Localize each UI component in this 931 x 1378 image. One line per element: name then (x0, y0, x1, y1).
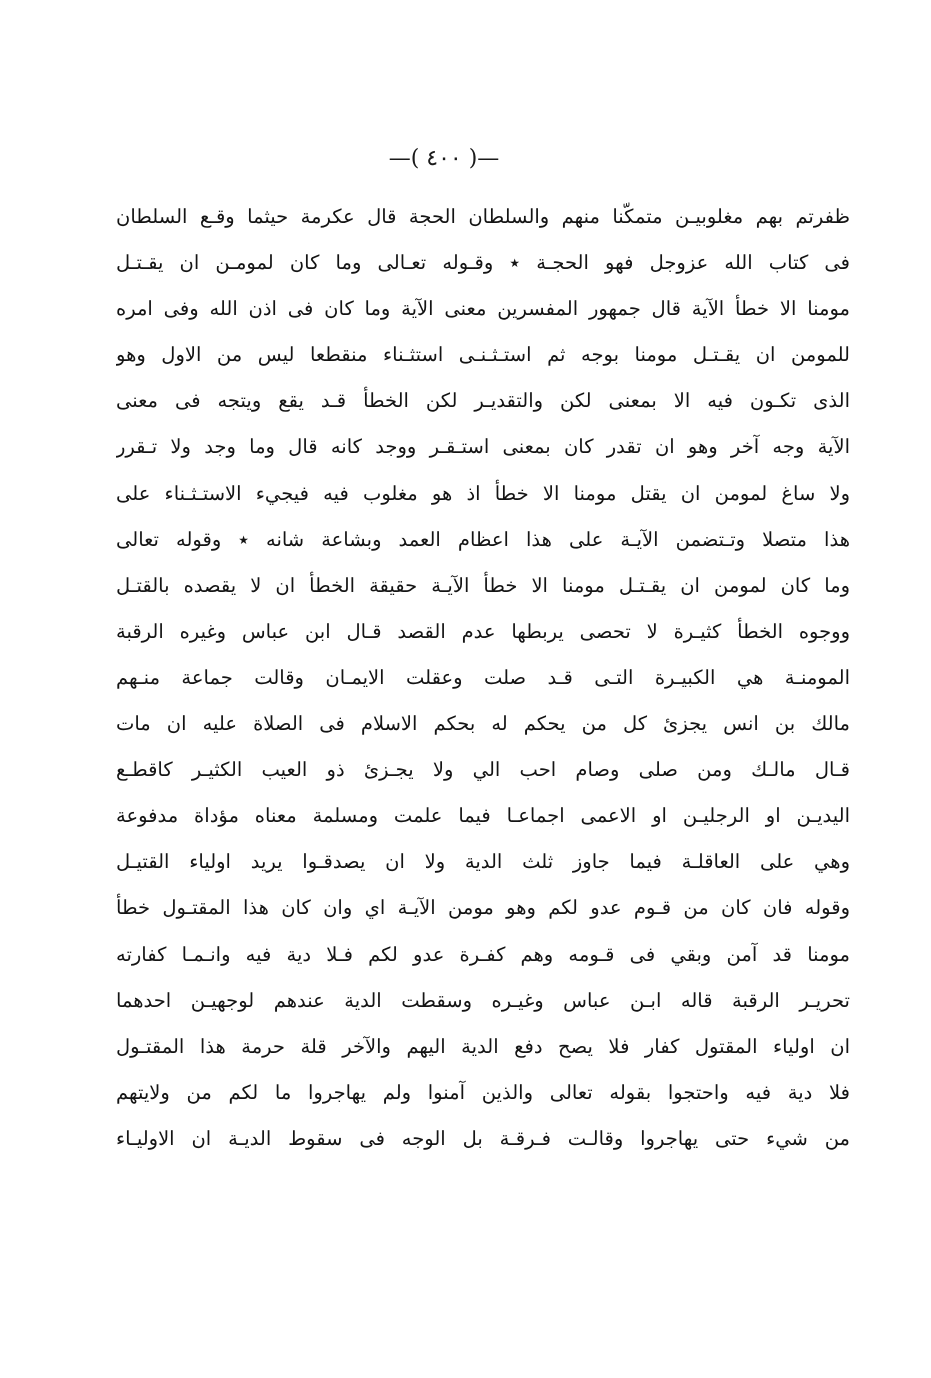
text-line: وقوله فان كان من قـوم عدو لكم وهو مومن الآيـة اي وان كان هذا المقتـول خطأ (116, 896, 850, 920)
text-line: الآية وجه آخر وهو ان تقدر كان بمعنى استـقـر ووجد كانه قال وما وجد ولا تـقرر (116, 435, 850, 459)
text-line: مومنا الا خطأ الآية قال جمهور المفسرين معنى الآية وما كان فى اذن الله وفى امره (116, 297, 850, 321)
text-line: تحريـر الرقبة قاله ابـن عباس وغيـره وسقطت الدية عندهم لوجهيـن احدهما (116, 988, 850, 1012)
text-line: وهي على العاقلـة فيما جاوز ثلث الدية ولا ان يصدقـوا يريد اولياء القتيـل (116, 850, 850, 874)
text-line: وما كان لمومن ان يقـتـل مومنا الا خطأ الآيـة حقيقة الخطأ ان لا يقصده بالقتـل (116, 573, 850, 597)
text-line: ووجوه الخطأ كثيـرة لا تحصى يربطها عدم القصد قـال ابن عباس وغيره الرقبة (116, 619, 850, 643)
page-number: —( ٤٠٠ )— (388, 146, 500, 171)
text-line: ان اولياء المقتول كفار فلا يصح دفع الدية اليهم والآخر قلة حرمة هذا المقتـول (116, 1034, 850, 1058)
text-line: المومنـة هي الكبيـرة التـى قـد صلت وعقلت الايمـان وقالت جماعة منـهم (116, 665, 850, 689)
text-line: فى كتاب الله عزوجل فهو الحجـة ٭ وقـوله تعـالى وما كان لمومـن ان يقـتـل (116, 251, 850, 275)
text-line: ولا ساغ لمومن ان يقتل مومنا الا خطأ اذ هو مغلوب فيه فيجيء الاستـثـناء على (116, 481, 850, 505)
text-line: هذا متصلا وتـتضمن الآيـة على هذا اعظام العمد وبشاعة شانه ٭ وقوله تعالى (116, 527, 850, 551)
body-text (116, 194, 850, 1162)
text-line: للمومن ان يقـتـل مومنا بوجه ثم استـثـنـى استثـناء منقطعا ليس من الاول وهو (116, 343, 850, 367)
text-line: قـال مالـك ومن صلى وصام احب الي ولا يجـزئ ذو العيب الكثيـر كاقطـع (116, 758, 850, 782)
text-line: مومنا قد آمن وبقي فى قـومه وهم كفـرة عدو لكم فـلا دية فيه وانـمـا كفارته (116, 942, 850, 966)
text-line: الذى تكـون فيه الا بمعنى لكن والتقديـر لكن الخطأ قـد يقع ويتجه فى معنى (116, 389, 850, 413)
text-line: من شيء حتى يهاجروا وقالـت فـرقـة بل الوجه فى سقوط الديـة ان الاوليـاء (116, 1126, 850, 1150)
text-line: فلا دية فيه واحتجوا بقوله تعالى والذين آمنوا ولم يهاجروا ما لكم من ولايتهم (116, 1080, 850, 1104)
text-line: اليديـن او الرجليـن او الاعمى اجماعـا فيما علمت ومسلمة معناه مؤداة مدفوعة (116, 804, 850, 828)
text-line: مالك بن انس يجزئ كل من يحكم له بحكم الاسلام فى الصلاة عليه ان مات (116, 712, 850, 736)
text-line: ظفرتم بهم مغلوبيـن متمكّنا منهم والسلطان الحجة قال عكرمة حيثما وقـع السلطان (116, 205, 850, 228)
